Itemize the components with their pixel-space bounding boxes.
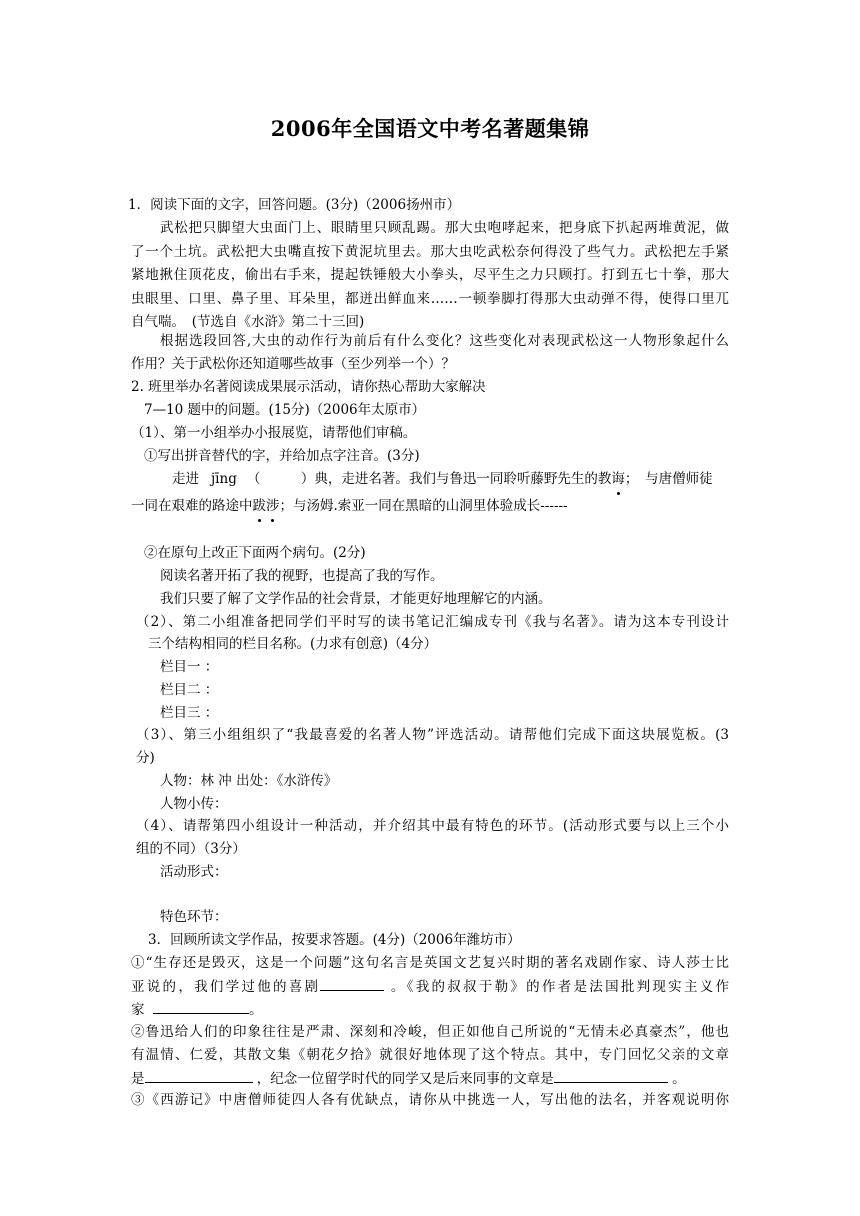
q1-passage-line-4: 虫眼里、口里、鼻子里、耳朵里，都迸出鲜血来……一顿拳脚打得那大虫动弹不得，使得口里兀 — [131, 291, 729, 307]
sentence-text: 。《我的叔叔于勒》的作者是法国批判现实主义作 — [390, 979, 730, 995]
q1-header: 1．阅读下面的文字，回答问题。(3分)（2006扬州市） — [128, 197, 461, 213]
q2-section1-task-b: ②在原句上改正下面两个病句。(2分) — [144, 545, 366, 561]
column-name-3: 栏目三 ： — [160, 705, 219, 721]
q2-section3-bio-label: 人物小传： — [160, 796, 228, 812]
column-name-2: 栏目二 ： — [160, 682, 219, 698]
q2-faulty-sentence-2: 我们只要了解了文学作品的社会背景，才能更好地理解它的内涵。 — [160, 591, 552, 607]
column-name-1: 栏目一 ： — [160, 659, 219, 675]
q2-header-line-2: 7—10 题中的问题。(15分)（2006年太原市） — [144, 402, 426, 418]
emphasis-dot-char: 诲 — [611, 471, 625, 487]
q1-question-line-1: 根据选段回答,大虫的动作行为前后有什么变化？这些变化对表现武松这一人物形象起什么 — [160, 333, 729, 349]
q2-section3-title-line-2: 分) — [136, 750, 155, 766]
q3-item2-line-1: ②鲁迅给人们的印象往往是严肃、深刻和冷峻，但正如他自己所说的“无情未必真豪杰”，他也 — [131, 1024, 729, 1040]
q2-section4-title-line-2: 组的不同）（3分） — [136, 841, 246, 857]
emphasis-dot-char: 跋 — [252, 498, 266, 514]
q2-section2-title-line-2: 三个结构相同的栏目名称。(力求有创意)（4分） — [148, 636, 438, 652]
answer-blank[interactable] — [145, 1068, 253, 1083]
sentence-text: ； 与唐僧师徒 — [624, 471, 713, 487]
q2-header-line-1: 2. 班里举办名著阅读成果展示活动，请你热心帮助大家解决 — [131, 379, 486, 395]
answer-blank[interactable] — [554, 1068, 668, 1083]
q1-question-line-2: 作用？关于武松你还知道哪些故事（至少列举一个）？ — [131, 356, 455, 372]
q2-section3-title-line-1: （3）、第三小组组织了“我最喜爱的名著人物”评选活动。请帮他们完成下面这块展览板。(3 — [136, 727, 729, 743]
q2-section1-task-a: ①写出拼音替代的字，并给加点字注音。(3分) — [144, 448, 420, 464]
sentence-text: ；与汤姆.索亚一同在黑暗的山洞里体验成长------ — [279, 498, 568, 514]
pinyin-word: jīng — [211, 471, 237, 487]
q3-header: 3．回顾所读文学作品，按要求答题。(4分)（2006年潍坊市） — [148, 932, 521, 948]
page-title: 2006年全国语文中考名著题集锦 — [270, 116, 590, 141]
q2-section4-feature-label: 特色环节： — [160, 909, 228, 925]
q3-item2-line-2: 有温情、仁爱，其散文集《朝花夕拾》就很好地体现了这个特点。其中，专门回忆父亲的文章 — [131, 1047, 729, 1063]
sentence-text: 。 — [672, 1071, 686, 1087]
q1-passage-line-2: 了一个土坑。武松把大虫嘴直按下黄泥坑里去。那大虫吃武松奈何得没了些气力。武松把左手紧 — [131, 244, 729, 260]
q2-faulty-sentence-1: 阅读名著开拓了我的视野，也提高了我的写作。 — [160, 568, 444, 584]
q2-section1-sentence-line-1 — [172, 469, 729, 489]
sentence-text: 是 — [131, 1071, 145, 1087]
q3-item1-line-1: ①“生存还是毁灭，这是一个问题”这句名言是英国文艺复兴时期的著名戏剧作家、诗人莎士比 — [131, 955, 729, 971]
sentence-text: 一同在艰难的路途中 — [131, 498, 253, 514]
q2-section1-sentence-line-2 — [131, 496, 568, 516]
q3-item1-line-3 — [131, 999, 263, 1020]
sentence-text: （ ）典，走进名著。我们与鲁迅一同聆听藤野先生的教 — [246, 471, 612, 487]
sentence-text: 走进 — [172, 471, 199, 487]
sentence-text: 亚说的，我们学过他的喜剧 — [131, 979, 321, 995]
q2-section3-person: 人物：林 冲 出处：《水浒传》 — [160, 773, 338, 789]
q3-item3-line-1: ③《西游记》中唐僧师徒四人各有优缺点，请你从中挑选一人，写出他的法名，并客观说明你 — [131, 1092, 729, 1108]
q3-item1-line-2 — [131, 976, 729, 997]
sentence-text: ，纪念一位留学时代的同学又是后来同事的文章是 — [256, 1071, 554, 1087]
answer-blank[interactable] — [320, 976, 384, 991]
q1-passage-line-5: 自气喘。 (节选自《水浒》第二十三回) — [131, 314, 365, 330]
sentence-text: 家 — [131, 1002, 145, 1018]
q2-section1-title: （1）、第一小组举办小报展览，请帮他们审稿。 — [131, 425, 417, 441]
emphasis-dot-char: 涉 — [266, 498, 280, 514]
answer-blank[interactable] — [153, 999, 249, 1014]
q1-passage-line-3: 紧地揪住顶花皮，偷出右手来，提起铁锤般大小拳头，尽平生之力只顾打。打到五七十拳，那大 — [131, 267, 729, 283]
q2-section4-title-line-1: （4）、请帮第四小组设计一种活动，并介绍其中最有特色的环节。(活动形式要与以上三个小 — [136, 818, 729, 834]
q2-section2-title-line-1: （2）、第二小组准备把同学们平时写的读书笔记汇编成专刊《我与名著》。请为这本专刊设计 — [136, 614, 729, 630]
q1-passage-line-1: 武松把只脚望大虫面门上、眼睛里只顾乱踢。那大虫咆哮起来，把身底下扒起两堆黄泥，做 — [160, 220, 729, 236]
sentence-text: 。 — [249, 1002, 263, 1018]
q3-item2-line-3 — [131, 1068, 686, 1089]
q2-section4-form-label: 活动形式： — [160, 864, 228, 880]
